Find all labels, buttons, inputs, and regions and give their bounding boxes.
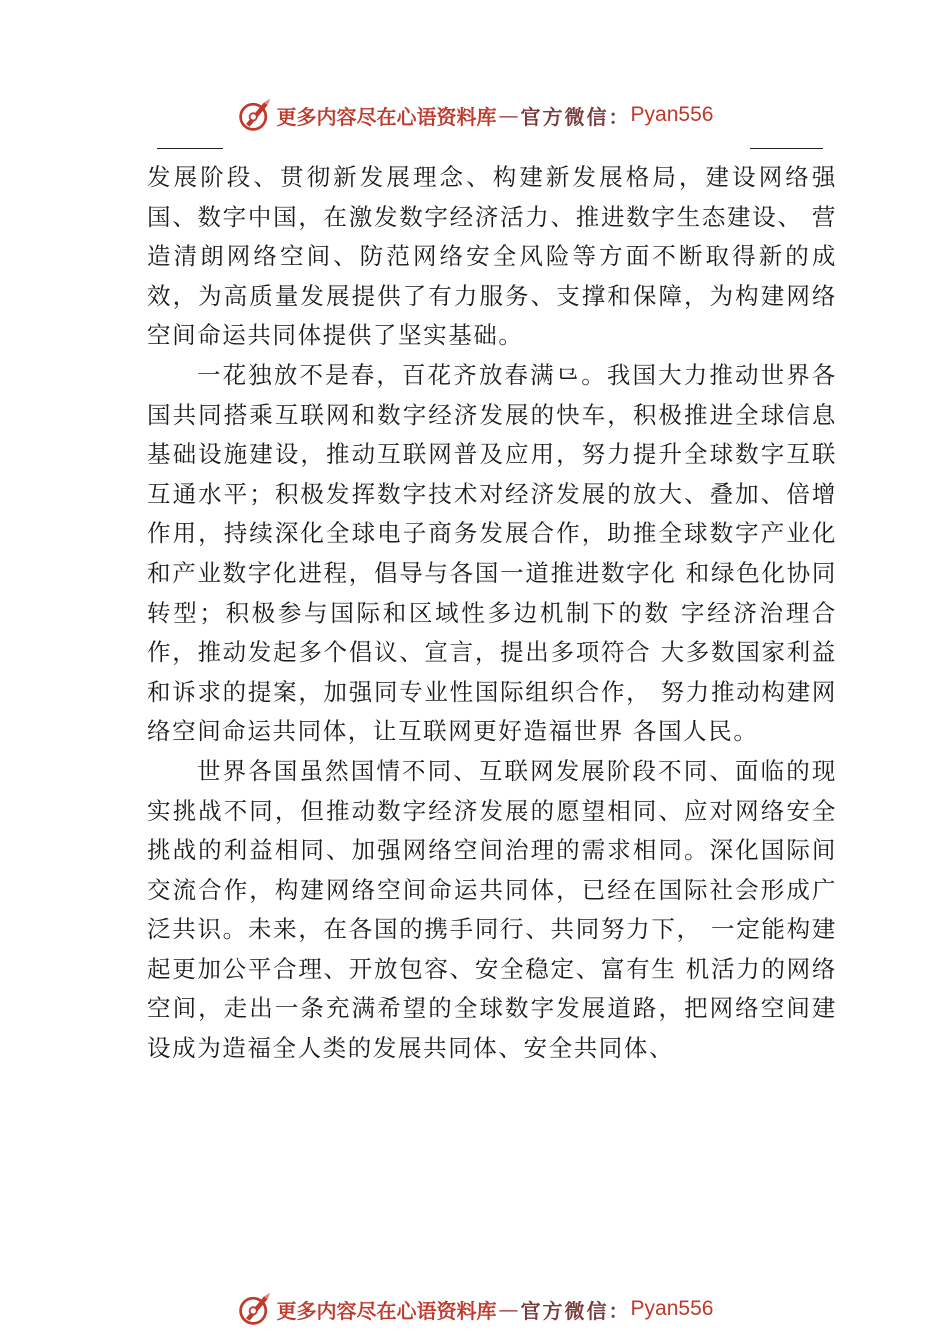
header-wechat-label: 官方微信： (520, 104, 631, 129)
quill-seal-logo-icon (237, 97, 273, 133)
header-rule-right (750, 148, 823, 149)
header-brand: 更多内容尽在心语资料库 (276, 104, 497, 129)
header-dash: — (498, 103, 519, 127)
footer-dash: — (498, 1297, 519, 1321)
footer-wechat-label: 官方微信： (520, 1298, 631, 1323)
footer-wechat-id: Pyan556 (630, 1297, 714, 1320)
footer-brand: 更多内容尽在心语资料库 (276, 1298, 497, 1323)
document-body (147, 158, 837, 1069)
quill-seal-logo-icon (237, 1291, 273, 1327)
header-wechat-id: Pyan556 (630, 103, 714, 126)
paragraph-3: 世界各国虽然国情不同、互联网发展阶段不同、面临的现实挑战不同，但推动数字经济发展的愿望相同、应对网络安全挑战的利益相同、加强网络空间治理的需求相同。深化国际间交流合作，构建网络空间命运共同体，已经在国际社会形成广泛共识。未来，在各国的携手同行、共同努力下， 一定能构建起更加公平合理、开放包容、安全稳定、富有生 机活力的网络空间，走出一条充满希望的全球数字发展道路，把网络空间建设成为造福全人类的发展共同体、安全共同体、 (147, 756, 837, 1063)
paragraph-2: 一花独放不是春，百花齐放春满⺋。我国大力推动世界各国共同搭乘互联网和数字经济发展的快车，积极推进全球信息基础设施建设，推动互联网普及应用，努力提升全球数字互联互通水平；积极发挥数字技术对经济发展的放大、叠加、倍增作用，持续深化全球电子商务发展合作，助推全球数字产业化和产业数字化进程，倡导与各国一道推进数字化 和绿色化协同转型；积极参与国际和区域性多边机制下的数 字经济治理合作，推动发起多个倡议、宣言，提出多项符合 大多数国家利益和诉求的提案，加强同专业性国际组织合作， 努力推动构建网络空间命运共同体，让互联网更好造福世界 各国人民。 (147, 360, 837, 746)
header-rule-left (157, 148, 223, 149)
header-banner (0, 95, 950, 135)
footer-banner (0, 1289, 950, 1329)
paragraph-1: 发展阶段、贯彻新发展理念、构建新发展格局，建设网络强国、数字中国，在激发数字经济活力、推进数字生态建设、 营造清朗网络空间、防范网络安全风险等方面不断取得新的成效，为高质量发展提供了有力服务、支撑和保障，为构建网络空间命运共同体提供了坚实基础。 (147, 163, 837, 350)
